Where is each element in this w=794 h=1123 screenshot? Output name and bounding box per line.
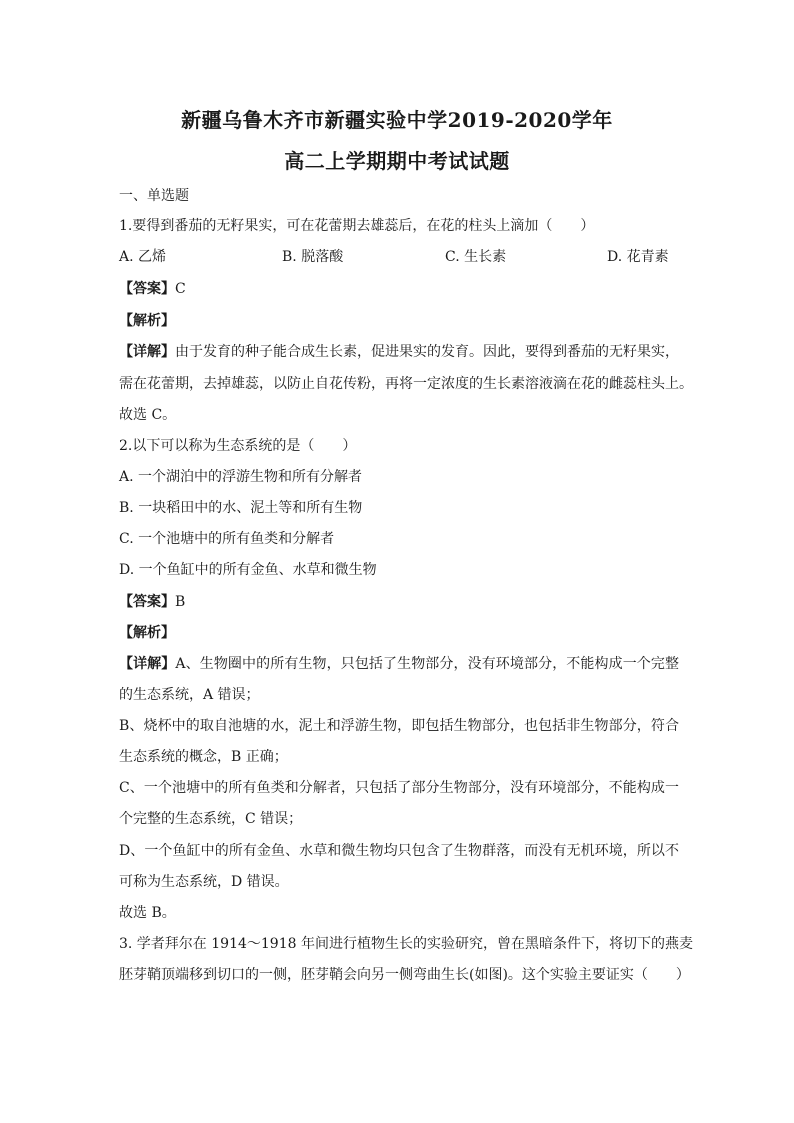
- question-2-detail-line: 故选 B。: [119, 905, 176, 921]
- question-2-option-b: B. 一块稻田中的水、泥土等和所有生物: [119, 500, 363, 516]
- question-1-analysis-tag: 【解析】: [119, 313, 175, 329]
- question-2-detail-line: 可称为生态系统，D 错误。: [119, 874, 289, 890]
- detail-tag: 【详解】: [119, 344, 175, 360]
- question-1-detail-line: 故选 C。: [119, 407, 177, 423]
- question-2-option-c: C. 一个池塘中的所有鱼类和分解者: [119, 531, 335, 547]
- question-1-option-c: C. 生长素: [445, 249, 507, 265]
- answer-value: B: [175, 594, 186, 610]
- answer-tag: 【答案】: [119, 281, 175, 297]
- question-2-detail-line: C、一个池塘中的所有鱼类和分解者，只包括了部分生物部分，没有环境部分，不能构成一: [119, 780, 679, 796]
- question-2-detail-line: D、一个鱼缸中的所有金鱼、水草和微生物均只包含了生物群落，而没有无机环境，所以不: [119, 843, 679, 859]
- question-2-detail-line: 【详解】A、生物圈中的所有生物，只包括了生物部分，没有环境部分，不能构成一个完整: [119, 656, 680, 672]
- question-1-answer: [119, 280, 679, 298]
- document-title-line1: 新疆乌鲁木齐市新疆实验中学2019-2020学年: [181, 108, 613, 132]
- question-2-detail-line: 的生态系统，A 错误；: [119, 687, 260, 703]
- section-heading: 一、单选题: [119, 188, 189, 204]
- question-2-detail-line: B、烧杯中的取自池塘的水，泥土和浮游生物，即包括生物部分，也包括非生物部分，符合: [119, 718, 679, 734]
- question-1-stem: 1.要得到番茄的无籽果实，可在花蕾期去雄蕊后，在花的柱头上滴加（ ）: [119, 218, 595, 234]
- question-2-option-a: A. 一个湖泊中的浮游生物和所有分解者: [119, 469, 363, 485]
- question-1-detail-line: 需在花蕾期，去掉雄蕊，以防止自花传粉，再将一定浓度的生长素溶液滴在花的雌蕊柱头上。: [119, 376, 693, 392]
- question-3-stem-line: 3. 学者拜尔在 1914～1918 年间进行植物生长的实验研究，曾在黑暗条件下，将切下的燕麦: [119, 936, 693, 952]
- question-3-stem-line: 胚芽鞘顶端移到切口的一侧，胚芽鞘会向另一侧弯曲生长(如图)。这个实验主要证实（ ）: [119, 967, 690, 983]
- question-2-analysis-tag: 【解析】: [119, 625, 175, 641]
- detail-tag: 【详解】: [119, 656, 176, 672]
- question-2-option-d: D. 一个鱼缸中的所有金鱼、水草和微生物: [119, 562, 377, 578]
- question-2-answer: [119, 593, 679, 611]
- question-1-detail-line: 【详解】由于发育的种子能合成生长素，促进果实的发育。因此，要得到番茄的无籽果实，: [119, 344, 679, 360]
- question-2-detail-line: 生态系统的概念，B 正确；: [119, 749, 288, 765]
- question-2-stem: 2.以下可以称为生态系统的是（ ）: [119, 438, 357, 454]
- question-2-detail-line: 个完整的生态系统，C 错误；: [119, 811, 303, 827]
- answer-value: C: [175, 281, 186, 297]
- question-1-option-d: D. 花青素: [607, 249, 669, 265]
- answer-tag: 【答案】: [119, 594, 175, 610]
- question-1-option-b: B. 脱落酸: [282, 249, 344, 265]
- document-title-line2: 高二上学期期中考试试题: [284, 149, 510, 173]
- question-1-option-a: A. 乙烯: [119, 249, 167, 265]
